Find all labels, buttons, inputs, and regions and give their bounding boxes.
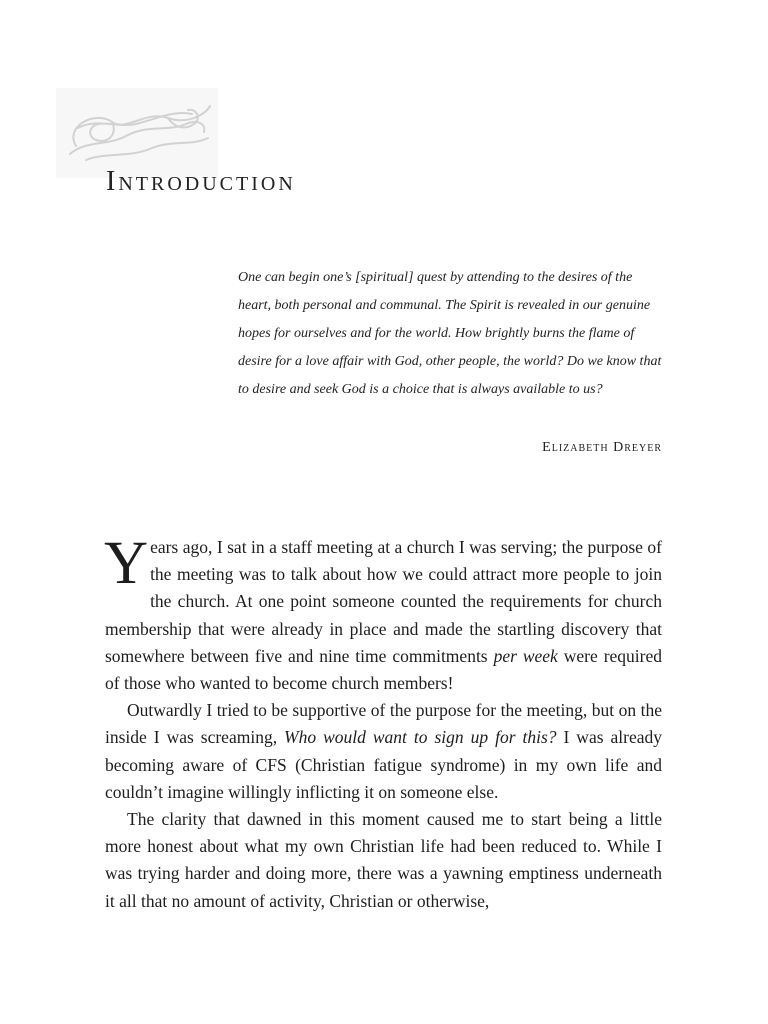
- drop-cap: Y: [104, 530, 149, 597]
- paragraph-1-emphasis: per week: [493, 645, 558, 666]
- paragraph-2: [105, 697, 662, 806]
- epigraph-quote: [238, 264, 666, 404]
- paragraph-1: [104, 530, 662, 697]
- paragraph-2-emphasis: Who would want to sign up for this?: [284, 727, 557, 748]
- paragraph-1-text-b: were required of those who wanted to become church members!: [105, 645, 662, 694]
- paragraph-2-text-b: I was already becoming aware of CFS (Christian fatigue syndrome) in my own life and couldn’t imagine willingly inflicting it on someone else.: [105, 727, 662, 802]
- paragraph-1-text-a: ears ago, I sat in a staff meeting at a church I was serving; the purpose of the meeting was to talk about how we could attract more people to join the church. At one point someone counted the requirements for church membership that were already in place and made the startling discovery that somewhere between five and nine time commitments: [105, 537, 662, 666]
- body-text: [104, 530, 662, 915]
- paragraph-3: The clarity that dawned in this moment caused me to start being a little more honest about what my own Christian life had been reduced to. While I was trying harder and doing more, there was a yawning emptiness underneath it all that no amount of activity, Christian or otherwise,: [105, 809, 662, 911]
- epigraph-text: One can begin one’s [spiritual] quest by attending to the desires of the heart, both personal and communal. The Spirit is revealed in our genuine hopes for ourselves and for the world. How brightly burns the flame of desire for a love affair with God, other people, the world? Do we know that to desire and seek God is a choice that is always available to us?: [238, 270, 662, 397]
- epigraph-author: Elizabeth Dreyer: [542, 440, 662, 455]
- chapter-title: Introduction: [106, 166, 296, 197]
- decorative-flourish-icon: [56, 88, 218, 178]
- paragraph-2-text-a: Outwardly I tried to be supportive of the purpose for the meeting, but on the inside I was screaming,: [105, 700, 662, 748]
